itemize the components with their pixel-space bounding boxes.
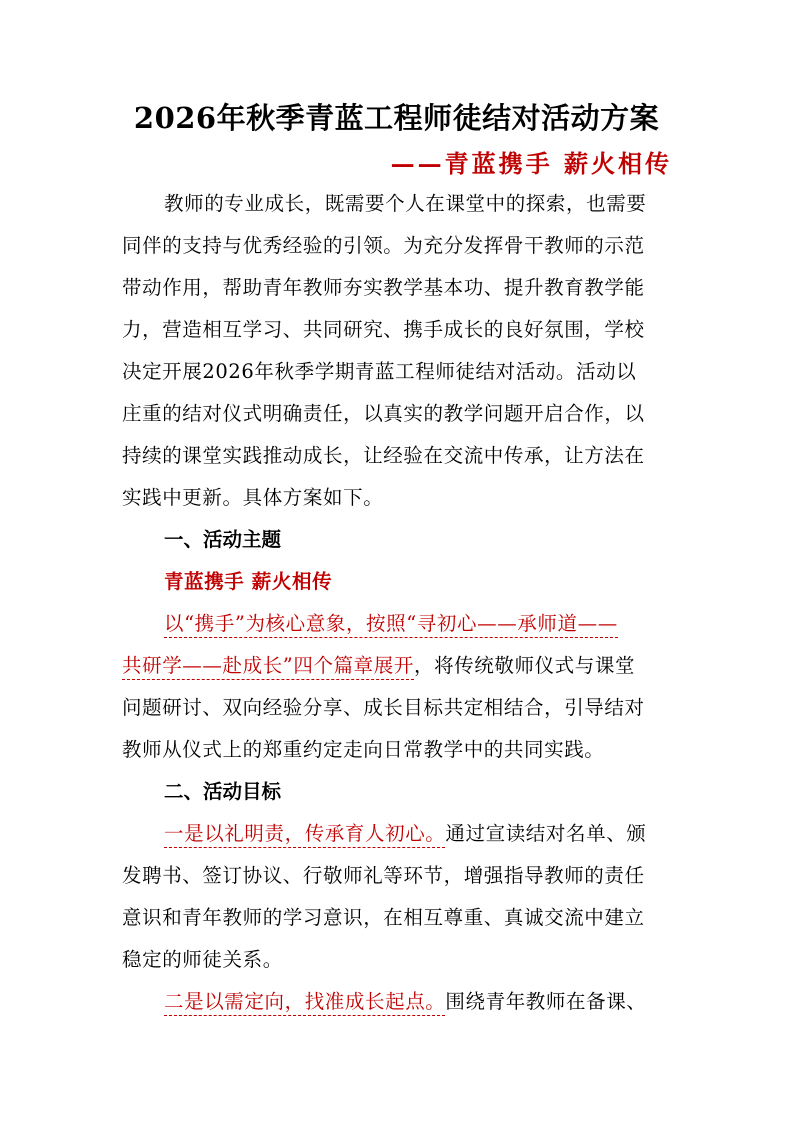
theme-text: 青蓝携手 薪火相传: [164, 570, 333, 593]
theme-para-line-1: [164, 608, 618, 636]
intro-line-4: 力，营造相互学习、共同研究、携手成长的良好氛围，学校: [122, 318, 645, 341]
page-subtitle: ——青蓝携手 薪火相传: [390, 149, 672, 178]
goal-1-line-2: 发聘书、签订协议、行敬师礼等环节，增强指导教师的责任: [122, 864, 645, 887]
theme-para-highlight-2: 共研学——赴成长”四个篇章展开: [122, 654, 414, 680]
intro-line-8: 实践中更新。具体方案如下。: [122, 486, 384, 509]
intro-line-6: 庄重的结对仪式明确责任，以真实的教学问题开启合作，以: [122, 402, 645, 425]
page-title: 2026年秋季青蓝工程师徒结对活动方案: [133, 101, 660, 135]
intro-line-2: 同伴的支持与优秀经验的引领。为充分发挥骨干教师的示范: [122, 234, 645, 257]
goal-1-line-1: [164, 818, 646, 846]
intro-line-3: 带动作用，帮助青年教师夯实教学基本功、提升教育教学能: [122, 276, 645, 299]
goal-1-line-4: 稳定的师徒关系。: [122, 948, 283, 971]
intro-line-5: 决定开展2026年秋季学期青蓝工程师徒结对活动。活动以: [122, 360, 637, 383]
theme-para-text-2: ，将传统敬师仪式与课堂: [413, 654, 636, 677]
goal-1-highlight: 一是以礼明责，传承育人初心。: [164, 822, 445, 848]
theme-para-line-2: [122, 650, 635, 678]
section-heading-theme: 一、活动主题: [164, 528, 282, 551]
goal-2-text: 围绕青年教师在备课、: [445, 990, 647, 1013]
theme-para-line-3: 问题研讨、双向经验分享、成长目标共定相结合，引导结对: [122, 696, 645, 719]
intro-line-7: 持续的课堂实践推动成长，让经验在交流中传承，让方法在: [122, 444, 645, 467]
intro-line-1: 教师的专业成长，既需要个人在课堂中的探索，也需要: [164, 192, 647, 215]
goal-1-text: 通过宣读结对名单、颁: [445, 822, 647, 845]
section-heading-goals: 二、活动目标: [164, 780, 282, 803]
goal-2-line-1: [164, 986, 646, 1014]
goal-1-line-3: 意识和青年教师的学习意识，在相互尊重、真诚交流中建立: [122, 906, 645, 929]
theme-para-highlight-1: 以“携手”为核心意象，按照“寻初心——承师道——: [164, 612, 618, 638]
goal-2-highlight: 二是以需定向，找准成长起点。: [164, 990, 445, 1016]
theme-para-line-4: 教师从仪式上的郑重约定走向日常教学中的共同实践。: [122, 738, 605, 761]
